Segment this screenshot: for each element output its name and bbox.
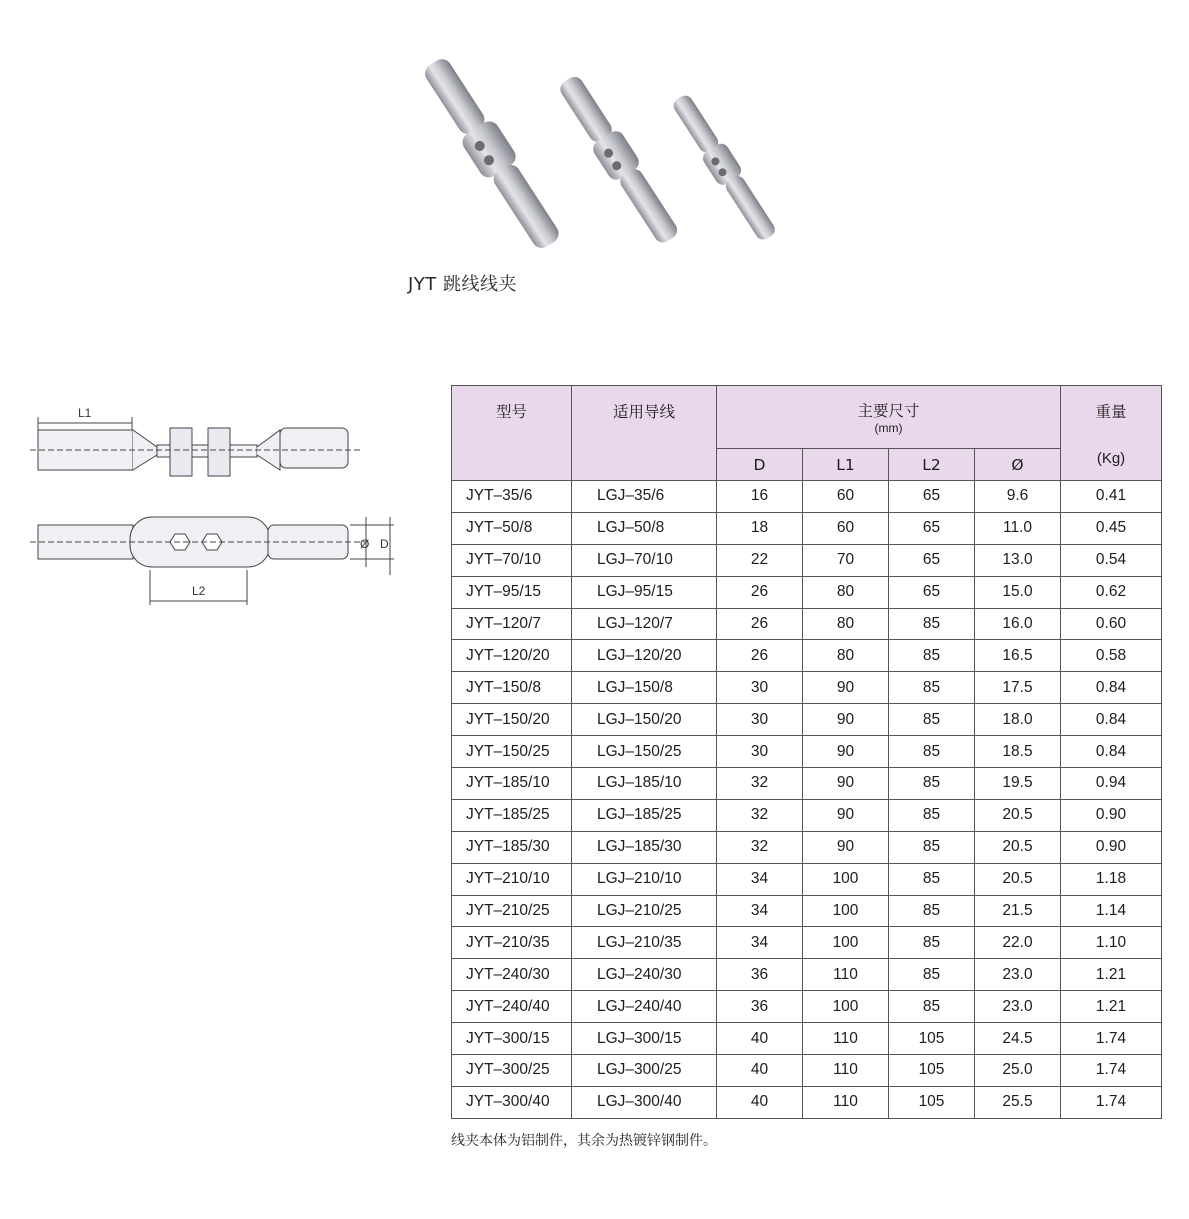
table-row	[452, 481, 1162, 513]
footnote: 线夹本体为铝制件，其余为热镀锌钢制件。	[451, 1133, 717, 1149]
cell-l1: 80	[803, 608, 889, 640]
cell-l1: 90	[803, 768, 889, 800]
cell-l2: 85	[889, 863, 975, 895]
label-d: D	[380, 537, 389, 551]
cell-l1: 90	[803, 831, 889, 863]
cell-l1: 100	[803, 991, 889, 1023]
cell-weight: 1.14	[1061, 895, 1162, 927]
cell-l2: 85	[889, 895, 975, 927]
cell-l2: 85	[889, 768, 975, 800]
clamp-small	[667, 90, 781, 244]
cell-phi: 21.5	[975, 895, 1061, 927]
table-row	[452, 768, 1162, 800]
cell-d: 30	[717, 736, 803, 768]
cell-model: JYT–95/15	[452, 576, 572, 608]
cell-phi: 23.0	[975, 959, 1061, 991]
cell-l1: 90	[803, 672, 889, 704]
cell-l2: 65	[889, 576, 975, 608]
cell-wire: LGJ–300/25	[572, 1055, 717, 1087]
cell-weight: 1.18	[1061, 863, 1162, 895]
weight-label: 重量	[1095, 403, 1127, 421]
spec-table	[451, 385, 1162, 1119]
table-row	[452, 576, 1162, 608]
table-row	[452, 736, 1162, 768]
cell-model: JYT–300/15	[452, 1023, 572, 1055]
cell-phi: 18.0	[975, 704, 1061, 736]
cell-phi: 22.0	[975, 927, 1061, 959]
label-phi: Ø	[360, 537, 370, 551]
cell-model: JYT–185/30	[452, 831, 572, 863]
cell-d: 16	[717, 481, 803, 513]
cell-model: JYT–50/8	[452, 512, 572, 544]
cell-weight: 0.60	[1061, 608, 1162, 640]
table-row	[452, 1086, 1162, 1118]
cell-phi: 15.0	[975, 576, 1061, 608]
cell-weight: 0.84	[1061, 704, 1162, 736]
cell-model: JYT–185/10	[452, 768, 572, 800]
cell-phi: 25.0	[975, 1055, 1061, 1087]
cell-weight: 0.84	[1061, 736, 1162, 768]
cell-l1: 100	[803, 863, 889, 895]
header-model: 型号	[452, 386, 572, 481]
cell-wire: LGJ–70/10	[572, 544, 717, 576]
cell-wire: LGJ–95/15	[572, 576, 717, 608]
cell-l2: 105	[889, 1023, 975, 1055]
cell-model: JYT–300/25	[452, 1055, 572, 1087]
cell-l2: 65	[889, 544, 975, 576]
cell-l1: 110	[803, 959, 889, 991]
cell-model: JYT–150/8	[452, 672, 572, 704]
cell-weight: 1.74	[1061, 1055, 1162, 1087]
cell-wire: LGJ–240/30	[572, 959, 717, 991]
cell-l2: 85	[889, 672, 975, 704]
cell-weight: 0.62	[1061, 576, 1162, 608]
photo-caption: JYT 跳线线夹	[408, 274, 518, 295]
cell-wire: LGJ–50/8	[572, 512, 717, 544]
cell-phi: 19.5	[975, 768, 1061, 800]
cell-wire: LGJ–150/20	[572, 704, 717, 736]
table-row	[452, 959, 1162, 991]
cell-l1: 80	[803, 576, 889, 608]
cell-wire: LGJ–210/25	[572, 895, 717, 927]
cell-l2: 85	[889, 736, 975, 768]
cell-l2: 85	[889, 959, 975, 991]
cell-wire: LGJ–120/20	[572, 640, 717, 672]
header-phi: Ø	[975, 449, 1061, 481]
header-l2: L2	[889, 449, 975, 481]
cell-d: 40	[717, 1023, 803, 1055]
cell-d: 40	[717, 1086, 803, 1118]
cell-l1: 100	[803, 895, 889, 927]
cell-weight: 0.90	[1061, 799, 1162, 831]
cell-model: JYT–70/10	[452, 544, 572, 576]
header-wire: 适用导线	[572, 386, 717, 481]
cell-d: 34	[717, 863, 803, 895]
cell-wire: LGJ–35/6	[572, 481, 717, 513]
cell-weight: 1.21	[1061, 991, 1162, 1023]
cell-d: 32	[717, 768, 803, 800]
technical-drawing	[20, 395, 410, 620]
cell-wire: LGJ–150/25	[572, 736, 717, 768]
cell-model: JYT–150/20	[452, 704, 572, 736]
table-row	[452, 1023, 1162, 1055]
header-l1: L1	[803, 449, 889, 481]
cell-model: JYT–300/40	[452, 1086, 572, 1118]
cell-model: JYT–210/25	[452, 895, 572, 927]
table-row	[452, 863, 1162, 895]
cell-wire: LGJ–300/40	[572, 1086, 717, 1118]
table-row	[452, 831, 1162, 863]
clamp-large	[416, 52, 567, 255]
cell-phi: 16.5	[975, 640, 1061, 672]
cell-d: 30	[717, 704, 803, 736]
cell-l2: 85	[889, 927, 975, 959]
cell-l1: 90	[803, 799, 889, 831]
cell-d: 40	[717, 1055, 803, 1087]
table-row	[452, 608, 1162, 640]
cell-phi: 13.0	[975, 544, 1061, 576]
cell-weight: 1.10	[1061, 927, 1162, 959]
cell-l2: 85	[889, 799, 975, 831]
table-row	[452, 512, 1162, 544]
cell-d: 26	[717, 608, 803, 640]
clamp-medium	[553, 71, 685, 249]
cell-phi: 11.0	[975, 512, 1061, 544]
cell-phi: 20.5	[975, 799, 1061, 831]
table-row	[452, 640, 1162, 672]
cell-wire: LGJ–150/8	[572, 672, 717, 704]
table-row	[452, 799, 1162, 831]
label-l1: L1	[78, 406, 92, 420]
table-row	[452, 1055, 1162, 1087]
cell-phi: 18.5	[975, 736, 1061, 768]
spec-table-body	[452, 481, 1162, 1119]
cell-d: 26	[717, 640, 803, 672]
cell-d: 30	[717, 672, 803, 704]
cell-l1: 100	[803, 927, 889, 959]
cell-d: 36	[717, 991, 803, 1023]
cell-wire: LGJ–185/10	[572, 768, 717, 800]
weight-unit: (Kg)	[1096, 450, 1126, 467]
cell-model: JYT–35/6	[452, 481, 572, 513]
cell-wire: LGJ–120/7	[572, 608, 717, 640]
cell-l2: 85	[889, 640, 975, 672]
cell-model: JYT–120/20	[452, 640, 572, 672]
header-weight	[1061, 386, 1162, 481]
cell-d: 34	[717, 895, 803, 927]
header-d: D	[717, 449, 803, 481]
cell-phi: 17.5	[975, 672, 1061, 704]
cell-l1: 110	[803, 1086, 889, 1118]
main-dim-unit: (mm)	[874, 421, 903, 435]
cell-l2: 85	[889, 991, 975, 1023]
cell-model: JYT–210/35	[452, 927, 572, 959]
cell-l1: 110	[803, 1023, 889, 1055]
cell-model: JYT–240/30	[452, 959, 572, 991]
cell-l1: 110	[803, 1055, 889, 1087]
cell-weight: 0.90	[1061, 831, 1162, 863]
cell-wire: LGJ–210/35	[572, 927, 717, 959]
cell-weight: 0.45	[1061, 512, 1162, 544]
cell-l2: 65	[889, 481, 975, 513]
cell-phi: 25.5	[975, 1086, 1061, 1118]
table-row	[452, 927, 1162, 959]
cell-l2: 85	[889, 608, 975, 640]
cell-wire: LGJ–185/25	[572, 799, 717, 831]
cell-d: 34	[717, 927, 803, 959]
cell-wire: LGJ–185/30	[572, 831, 717, 863]
table-row	[452, 672, 1162, 704]
cell-l1: 80	[803, 640, 889, 672]
label-l2: L2	[192, 584, 206, 598]
cell-d: 32	[717, 799, 803, 831]
cell-d: 18	[717, 512, 803, 544]
cell-weight: 1.74	[1061, 1023, 1162, 1055]
table-row	[452, 544, 1162, 576]
cell-l2: 105	[889, 1086, 975, 1118]
cell-model: JYT–210/10	[452, 863, 572, 895]
cell-l1: 60	[803, 512, 889, 544]
cell-wire: LGJ–210/10	[572, 863, 717, 895]
cell-wire: LGJ–240/40	[572, 991, 717, 1023]
cell-phi: 20.5	[975, 831, 1061, 863]
header-main-dim	[717, 386, 1061, 449]
cell-wire: LGJ–300/15	[572, 1023, 717, 1055]
cell-weight: 0.94	[1061, 768, 1162, 800]
cell-model: JYT–120/7	[452, 608, 572, 640]
cell-l2: 85	[889, 831, 975, 863]
cell-phi: 9.6	[975, 481, 1061, 513]
cell-l1: 90	[803, 736, 889, 768]
cell-d: 22	[717, 544, 803, 576]
cell-l2: 105	[889, 1055, 975, 1087]
cell-model: JYT–240/40	[452, 991, 572, 1023]
cell-weight: 0.54	[1061, 544, 1162, 576]
main-dim-label: 主要尺寸	[857, 402, 920, 420]
cell-l1: 90	[803, 704, 889, 736]
cell-l2: 65	[889, 512, 975, 544]
cell-weight: 0.84	[1061, 672, 1162, 704]
cell-weight: 0.58	[1061, 640, 1162, 672]
cell-model: JYT–150/25	[452, 736, 572, 768]
cell-phi: 24.5	[975, 1023, 1061, 1055]
table-row	[452, 895, 1162, 927]
cell-phi: 23.0	[975, 991, 1061, 1023]
cell-d: 36	[717, 959, 803, 991]
cell-l1: 70	[803, 544, 889, 576]
cell-weight: 1.21	[1061, 959, 1162, 991]
table-row	[452, 991, 1162, 1023]
cell-d: 32	[717, 831, 803, 863]
table-row	[452, 704, 1162, 736]
cell-phi: 16.0	[975, 608, 1061, 640]
cell-l1: 60	[803, 481, 889, 513]
cell-phi: 20.5	[975, 863, 1061, 895]
cell-d: 26	[717, 576, 803, 608]
cell-weight: 1.74	[1061, 1086, 1162, 1118]
cell-weight: 0.41	[1061, 481, 1162, 513]
cell-l2: 85	[889, 704, 975, 736]
cell-model: JYT–185/25	[452, 799, 572, 831]
